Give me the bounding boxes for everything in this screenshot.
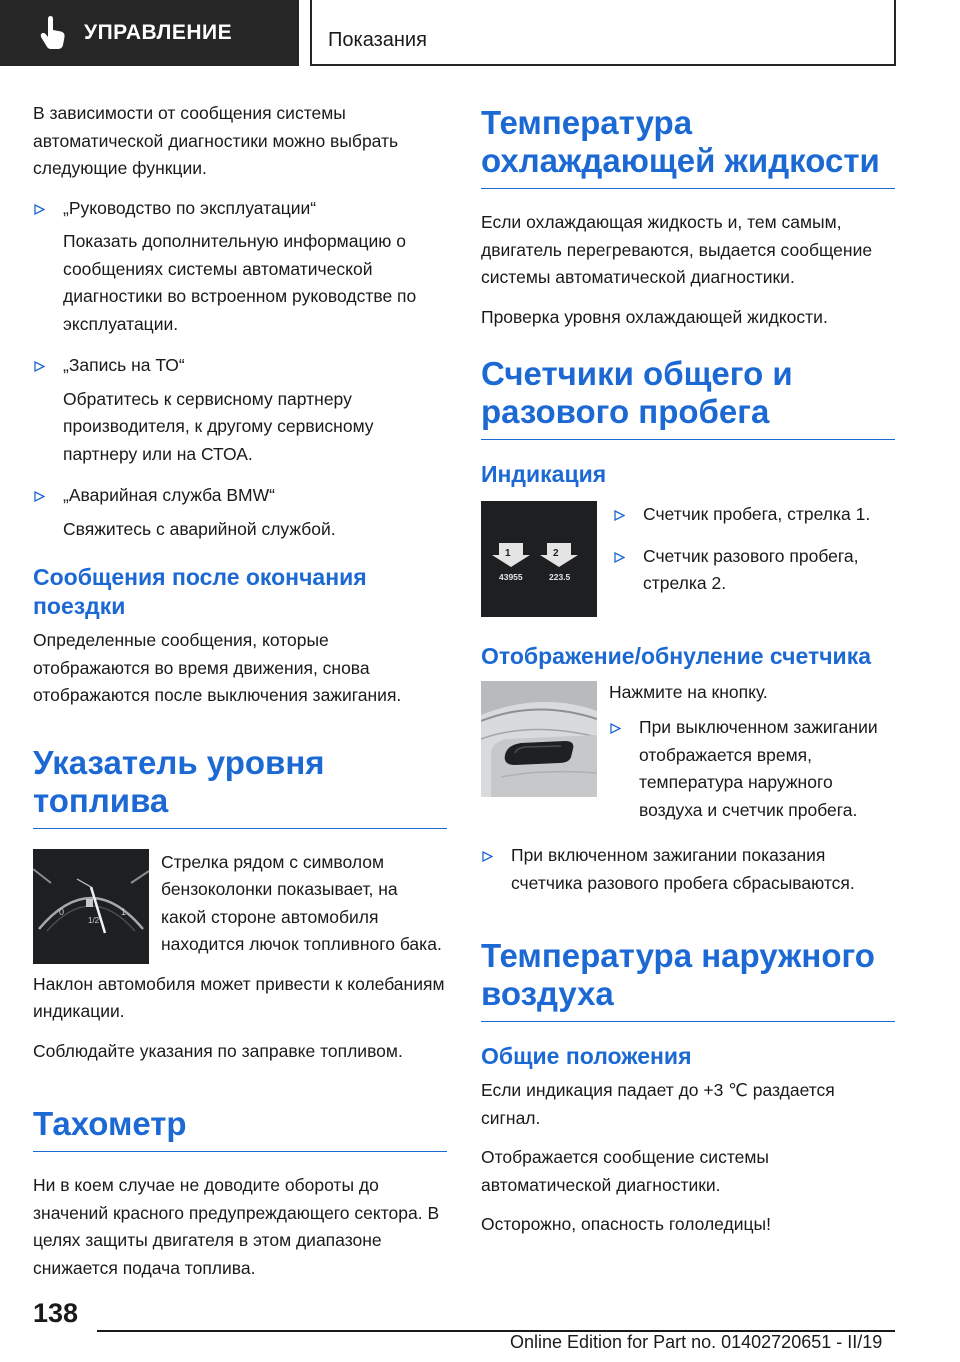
hand-pointer-icon	[40, 16, 66, 50]
display-item-text: Счетчик разового пробега, стрелка 2.	[643, 545, 859, 593]
general-heading: Общие положения	[481, 1043, 692, 1069]
list-item	[613, 501, 895, 529]
gauge-low-label: 0	[59, 906, 65, 917]
fuel-pump-icon	[86, 899, 93, 907]
list-item	[33, 482, 447, 543]
arrow-number-1: 1	[505, 548, 511, 559]
function-title: „Аварийная служба BMW“	[63, 485, 275, 505]
arrow-number-2: 2	[553, 548, 559, 559]
reset-list-2	[481, 842, 895, 897]
intro-text: В зависимости от сообщения системы автоматической диагностики можно выбрать следующие функции.	[33, 103, 399, 178]
odo-heading: Счетчики общего и разового пробега	[481, 355, 895, 440]
list-item	[481, 842, 895, 897]
odometer-trip-value: 223.5	[549, 572, 571, 582]
tacho-heading: Тахометр	[33, 1105, 447, 1152]
reset-list	[609, 714, 895, 838]
outside-temp-heading: Температура наружного воздуха	[481, 937, 895, 1022]
page-number: 138	[33, 1298, 79, 1328]
list-item	[613, 543, 895, 598]
reset-heading: Отображение/обнуление счетчика	[481, 642, 872, 669]
odometer-image	[481, 501, 597, 617]
display-heading: Индикация	[481, 461, 607, 487]
gauge-mid-label: 1/2	[88, 915, 100, 925]
function-desc: Обратитесь к сервисному партнеру производителя, к другому сервисному партнеру или на СТОА.	[63, 388, 374, 464]
section-title: УПРАВЛЕНИЕ	[84, 21, 233, 44]
coolant-text: Если охлаждающая жидкость и, тем самым, двигатель перегреваются, выдается сообщение системы автоматической диагностики.	[481, 212, 873, 287]
display-list	[613, 501, 895, 612]
fuel-gauge-image	[33, 849, 149, 964]
chapter-box	[310, 0, 896, 66]
triangle-bullet-icon	[34, 204, 45, 215]
general-warning-text: Осторожно, опасность гололедицы!	[481, 1214, 771, 1234]
display-section	[481, 501, 895, 624]
fuel-refuel-text: Соблюдайте указания по заправке топливом.	[33, 1040, 403, 1061]
triangle-bullet-icon	[34, 491, 45, 502]
list-item	[33, 352, 447, 468]
reset-section	[481, 681, 895, 839]
odometer-total-value: 43955	[499, 572, 523, 582]
list-item	[33, 195, 447, 339]
triangle-bullet-icon	[482, 851, 493, 862]
reset-item-text: При включенном зажигании показания счетчика разового пробега сбрасываются.	[511, 845, 855, 893]
function-title: „Руководство по эксплуатации“	[63, 197, 317, 218]
general-text: Если индикация падает до +3 ℃ раздается сигнал.	[481, 1080, 835, 1128]
triangle-bullet-icon	[614, 552, 625, 563]
fuel-tilt-text: Наклон автомобиля может привести к колебаниям индикации.	[33, 973, 445, 1021]
general-message-text: Отображается сообщение системы автоматической диагностики.	[481, 1147, 769, 1195]
gauge-high-label: 1	[121, 906, 127, 917]
reset-item-text: При выключенном зажигании отображается время, температура наружного воздуха и счетчик пробега.	[639, 717, 878, 820]
list-item	[609, 714, 895, 824]
after-trip-heading: Сообщения после окончания поездки	[33, 564, 367, 619]
coolant-check-text: Проверка уровня охлаждающей жидкости.	[481, 306, 828, 327]
after-trip-text: Определенные сообщения, которые отображаются во время движения, снова отображаются после выключения зажигания.	[33, 630, 402, 705]
reset-press-text: Нажмите на кнопку.	[609, 681, 768, 702]
triangle-bullet-icon	[614, 510, 625, 521]
reset-button-image	[481, 681, 597, 797]
left-column	[33, 100, 447, 1294]
function-desc: Свяжитесь с аварийной службой.	[63, 518, 336, 539]
right-column	[481, 104, 895, 1251]
fuel-text: Стрелка рядом с символом бензоколонки показывает, на какой стороне автомобиля находится лючок топливного бака.	[161, 851, 442, 954]
display-item-text: Счетчик пробега, стрелка 1.	[643, 504, 871, 524]
coolant-heading: Температура охлаждающей жидкости	[481, 104, 895, 189]
function-list	[33, 195, 447, 544]
triangle-bullet-icon	[34, 361, 45, 372]
chapter-title: Показания	[328, 29, 427, 51]
footer-edition: Online Edition for Part no. 01402720651 - II/19	[510, 1332, 883, 1352]
tacho-text: Ни в коем случае не доводите обороты до значений красного предупреждающего сектора. В целях защиты двигателя в этом диапазоне снижается подача топлива.	[33, 1175, 440, 1278]
function-title: „Запись на ТО“	[63, 355, 185, 375]
section-tab	[0, 0, 299, 66]
function-desc: Показать дополнительную информацию о сообщениях системы автоматической диагностики во встроенном руководстве по эксплуатации.	[63, 231, 417, 334]
triangle-bullet-icon	[610, 723, 621, 734]
fuel-heading: Указатель уровня топлива	[33, 744, 447, 829]
fuel-section	[33, 849, 447, 1038]
